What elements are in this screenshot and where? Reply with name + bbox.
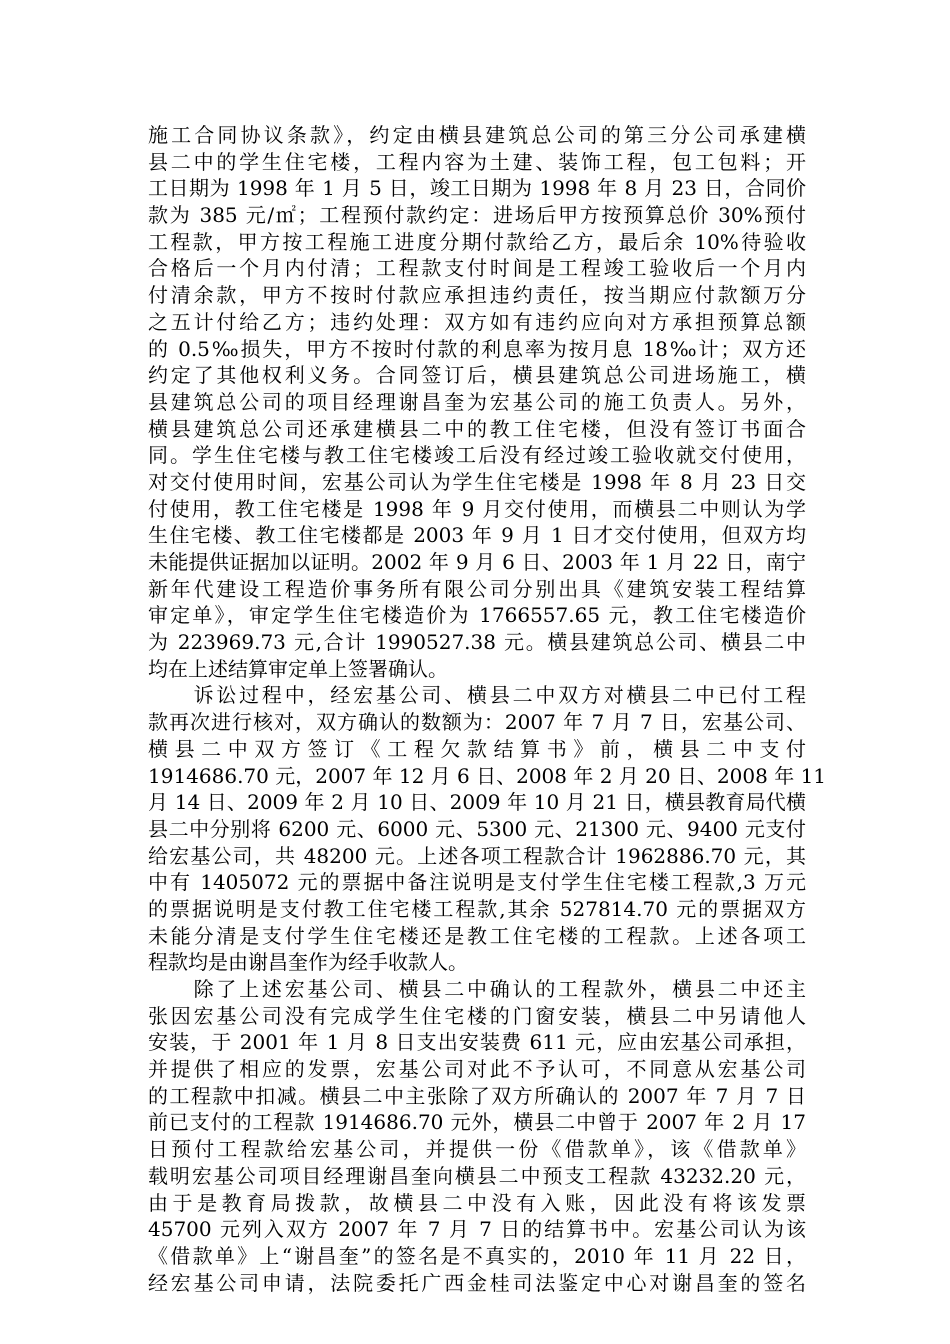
text-line: 安装，于 2001 年 1 月 8 日支出安装费 611 元，应由宏基公司承担， (148, 1030, 806, 1055)
text-line: 载明宏基公司项目经理谢昌奎向横县二中预支工程款 43232.20 元， (148, 1163, 806, 1188)
text-line: 付清余款，甲方不按时付款应承担违约责任，按当期应付款额万分 (148, 283, 806, 308)
text-line: 工日期为 1998 年 1 月 5 日，竣工日期为 1998 年 8 月 23 日，合同价 (148, 176, 806, 201)
text-line: 未能分清是支付学生住宅楼还是教工住宅楼的工程款。上述各项工 (148, 923, 806, 948)
text-line: 1914686.70 元，2007 年 12 月 6 日、2008 年 2 月 20 日、2008 年 11 (148, 763, 827, 788)
text-line: 县二中分别将 6200 元、6000 元、5300 元、21300 元、9400 元支付 (148, 816, 806, 841)
text-line: 合格后一个月内付清；工程款支付时间是工程竣工验收后一个月内 (148, 256, 806, 281)
text-line: 均在上述结算审定单上签署确认。 (148, 656, 448, 681)
text-line: 中有 1405072 元的票据中备注说明是支付学生住宅楼工程款,3 万元 (148, 870, 806, 895)
text-line: 的 0.5‰损失，甲方不按时付款的利息率为按月息 18‰计；双方还 (148, 336, 806, 361)
text-line: 给宏基公司，共 48200 元。上述各项工程款合计 1962886.70 元，其 (148, 843, 806, 868)
text-line: 之五计付给乙方；违约处理：双方如有违约应向对方承担预算总额 (148, 309, 806, 334)
text-line: 45700 元列入双方 2007 年 7 月 7 日的结算书中。宏基公司认为该 (148, 1217, 806, 1242)
text-line: 同。学生住宅楼与教工住宅楼竣工后没有经过竣工验收就交付使用， (148, 443, 806, 468)
text-line: 未能提供证据加以证明。2002 年 9 月 6 日、2003 年 1 月 22 日，南宁 (148, 550, 806, 574)
text-line: 生住宅楼、教工住宅楼都是 2003 年 9 月 1 日才交付使用，但双方均 (148, 523, 806, 548)
text-line: 新年代建设工程造价事务所有限公司分别出具《建筑安装工程结算 (148, 576, 806, 601)
document-body (148, 122, 827, 1296)
text-line: 为 223969.73 元,合计 1990527.38 元。横县建筑总公司、横县二中 (148, 630, 806, 655)
text-line: 约定了其他权利义务。合同签订后，横县建筑总公司进场施工，横 (148, 363, 806, 388)
text-line: 的票据说明是支付教工住宅楼工程款,其余 527814.70 元的票据双方 (148, 896, 806, 921)
text-line: 工程款，甲方按工程施工进度分期付款给乙方，最后余 10%待验收 (148, 229, 806, 254)
text-line: 施工合同协议条款》，约定由横县建筑总公司的第三分公司承建横 (148, 123, 806, 147)
text-line: 经宏基公司申请，法院委托广西金桂司法鉴定中心对谢昌奎的签名 (148, 1270, 806, 1295)
paragraph (148, 122, 806, 682)
text-line: 张因宏基公司没有完成学生住宅楼的门窗安装，横县二中另请他人 (148, 1003, 806, 1028)
text-line: 的工程款中扣减。横县二中主张除了双方所确认的 2007 年 7 月 7 日 (148, 1083, 806, 1108)
paragraph (148, 976, 806, 1296)
text-line: 县建筑总公司的项目经理谢昌奎为宏基公司的施工负责人。另外， (148, 389, 806, 414)
text-line: 诉讼过程中，经宏基公司、横县二中双方对横县二中已付工程 (148, 683, 806, 708)
text-line: 并提供了相应的发票，宏基公司对此不予认可，不同意从宏基公司 (148, 1057, 806, 1082)
text-line: 对交付使用时间，宏基公司认为学生住宅楼是 1998 年 8 月 23 日交 (148, 469, 806, 494)
paragraph (148, 682, 827, 976)
text-line: 月 14 日、2009 年 2 月 10 日、2009 年 10 月 21 日，横县教育局代横 (148, 790, 806, 815)
text-line: 程款均是由谢昌奎作为经手收款人。 (148, 950, 468, 975)
text-line: 横县建筑总公司还承建横县二中的教工住宅楼，但没有签订书面合 (148, 416, 806, 441)
text-line: 款为 385 元/㎡；工程预付款约定：进场后甲方按预算总价 30%预付 (148, 203, 806, 228)
text-line: 横县二中双方签订《工程欠款结算书》前，横县二中支付 (148, 736, 806, 761)
text-line: 款再次进行核对，双方确认的数额为：2007 年 7 月 7 日，宏基公司、 (148, 710, 806, 735)
text-line: 前已支付的工程款 1914686.70 元外，横县二中曾于 2007 年 2 月 17 (148, 1110, 806, 1135)
text-line: 日预付工程款给宏基公司，并提供一份《借款单》，该《借款单》 (148, 1137, 806, 1162)
text-line: 除了上述宏基公司、横县二中确认的工程款外，横县二中还主 (148, 977, 806, 1001)
text-line: 付使用，教工住宅楼是 1998 年 9 月交付使用，而横县二中则认为学 (148, 496, 806, 521)
text-line: 由于是教育局拨款，故横县二中没有入账，因此没有将该发票 (148, 1190, 806, 1215)
text-line: 审定单》，审定学生住宅楼造价为 1766557.65 元，教工住宅楼造价 (148, 603, 806, 628)
text-line: 县二中的学生住宅楼，工程内容为土建、装饰工程，包工包料；开 (148, 149, 806, 174)
text-line: 《借款单》上“谢昌奎”的签名是不真实的，2010 年 11 月 22 日， (148, 1243, 806, 1268)
